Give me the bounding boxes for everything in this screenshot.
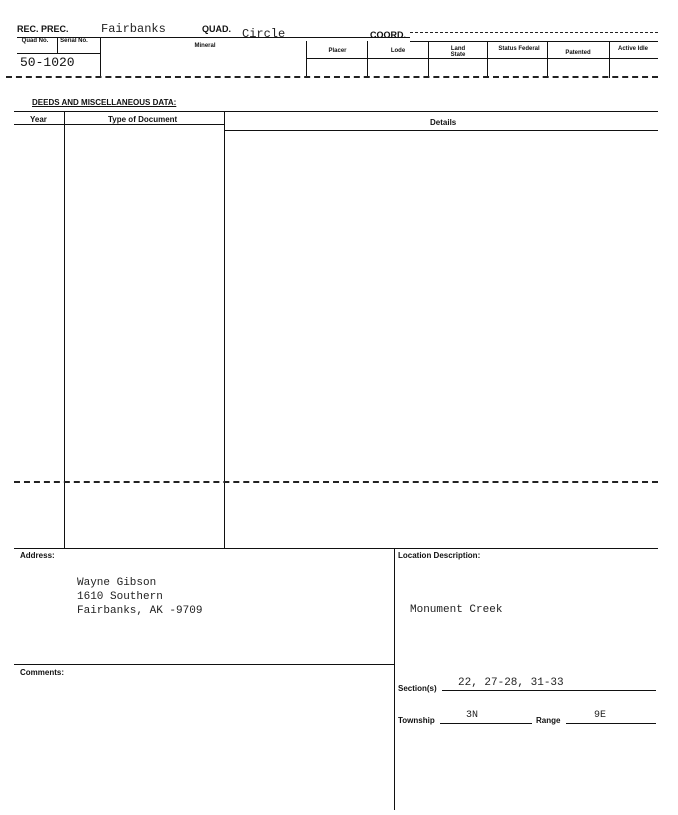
- col-lode: Lode: [390, 48, 406, 54]
- col-patented: Patented: [565, 50, 591, 56]
- deeds-header-rule-right: [224, 130, 658, 131]
- hdr-vline-8: [609, 41, 610, 78]
- township-value: 3N: [466, 710, 479, 721]
- col-status-federal: Status Federal: [498, 46, 540, 52]
- range-label: Range: [536, 716, 561, 725]
- col-active-idle: Active Idle: [618, 46, 649, 52]
- header-bottom-dashed: [6, 76, 658, 78]
- col-quad-no: Quad No.: [21, 38, 49, 44]
- address-line-2: 1610 Southern: [77, 591, 163, 603]
- header-mid-rule: [17, 53, 100, 54]
- bottom-vline: [394, 548, 395, 810]
- address-line-3: Fairbanks, AK -9709: [77, 605, 203, 617]
- col-year: Year: [30, 115, 47, 124]
- deeds-top-rule: [14, 111, 658, 112]
- range-underline: [566, 723, 656, 724]
- deeds-section-title: DEEDS AND MISCELLANEOUS DATA:: [32, 98, 177, 107]
- deeds-header-rule: [14, 124, 224, 125]
- header-top-rule-right: [410, 41, 658, 42]
- hdr-vline-7: [547, 41, 548, 78]
- col-placer: Placer: [328, 48, 347, 54]
- hdr-vline-6: [487, 41, 488, 78]
- col-type-of-document: Type of Document: [108, 115, 178, 124]
- col-serial-no: Serial No.: [60, 38, 88, 44]
- sections-value: 22, 27-28, 31-33: [458, 677, 564, 689]
- range-value: 9E: [594, 710, 607, 721]
- sections-label: Section(s): [398, 684, 437, 693]
- comments-top-rule: [14, 664, 394, 665]
- quad-label: QUAD.: [202, 24, 231, 34]
- coord-dashed-line: [410, 32, 658, 33]
- deeds-dashed-divider: [14, 481, 658, 483]
- address-label: Address:: [20, 551, 55, 560]
- hdr-vline-2: [100, 37, 101, 76]
- hdr-vline-1: [57, 37, 58, 53]
- hdr-vline-4: [367, 41, 368, 78]
- col-mineral: Mineral: [194, 43, 216, 49]
- hdr-vline-3: [306, 41, 307, 78]
- quad-serial-value: 50-1020: [20, 55, 75, 70]
- address-line-1: Wayne Gibson: [77, 577, 157, 589]
- rec-prec-label: REC. PREC.: [17, 24, 69, 34]
- township-label: Township: [398, 716, 435, 725]
- hdr-vline-5: [428, 41, 429, 78]
- header-mid-rule-right: [306, 58, 658, 59]
- comments-label: Comments:: [20, 668, 65, 677]
- sections-underline: [442, 690, 656, 691]
- location-description-value: Monument Creek: [410, 604, 503, 616]
- location-description-label: Location Description:: [398, 551, 481, 560]
- quad-value: Circle: [242, 27, 286, 41]
- col-details: Details: [430, 118, 457, 127]
- bottom-top-rule: [14, 548, 658, 549]
- rec-prec-value: Fairbanks: [101, 22, 166, 36]
- col-land-state: Land State: [450, 46, 466, 58]
- coord-label: COORD.: [370, 30, 406, 40]
- township-underline: [440, 723, 532, 724]
